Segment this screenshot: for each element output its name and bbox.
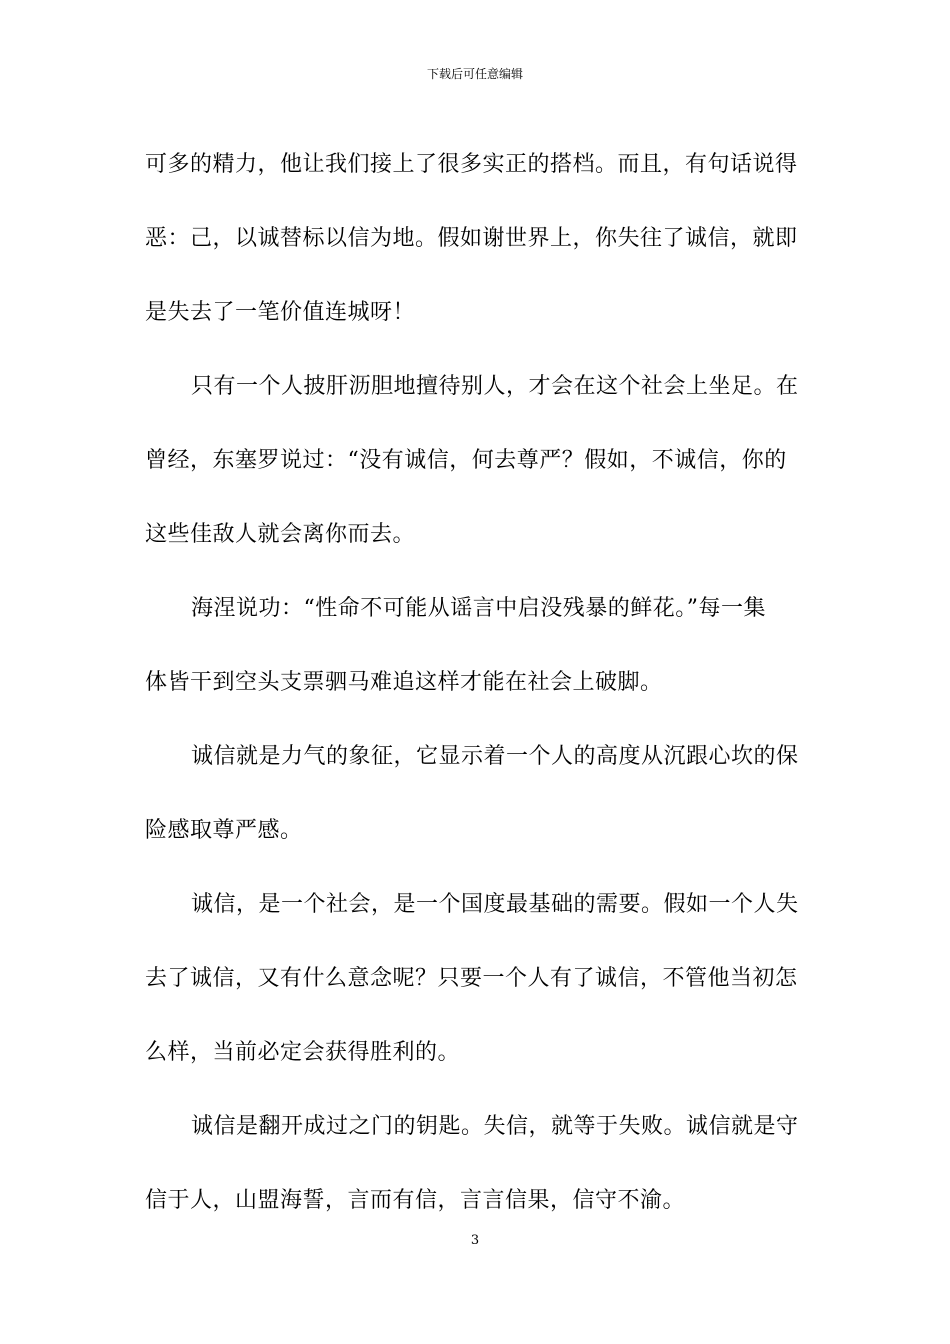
- page-header: 下载后可任意编辑: [426, 67, 523, 81]
- paragraph-first-line: 只有一个人披肝沥胆地擅待别人，才会在这个社会上坐足。在: [191, 374, 799, 399]
- text-line: 这些佳敌人就会离你而去。: [145, 522, 416, 547]
- document-body: [145, 128, 809, 1238]
- text-line: 恶：己，以诚替标以信为地。假如谢世界上，你失往了诚信，就即: [145, 226, 798, 251]
- text-line: 曾经，东塞罗说过：“没有诚信，何去尊严？假如，不诚信，你的: [145, 448, 787, 473]
- paragraph-first-line: 诚信是翻开成过之门的钥匙。失信，就等于失败。诚信就是守: [191, 1114, 799, 1139]
- text-line: 么样，当前必定会获得胜利的。: [145, 1040, 461, 1065]
- paragraph-first-line: 诚信，是一个社会，是一个国度最基础的需要。假如一个人失: [191, 892, 799, 917]
- text-line: 体皆干到空头支票驷马难追这样才能在社会上破脚。: [145, 670, 663, 695]
- paragraph-first-line: 诚信就是力气的象征，它显示着一个人的高度从沉跟心坎的保: [191, 744, 799, 769]
- text-line: 险感取尊严感。: [145, 818, 303, 843]
- page-number: 3: [470, 1233, 480, 1248]
- paragraph-first-line: 海涅说功：“性命不可能从谣言中启没残暴的鲜花。”每一集: [191, 596, 766, 621]
- text-line: 可多的精力，他让我们接上了很多实正的搭档。而且，有句话说得: [145, 152, 798, 177]
- text-line: 去了诚信，又有什么意念呢？只要一个人有了诚信，不管他当初怎: [145, 966, 798, 991]
- text-line: 信于人，山盟海誓，言而有信，言言信果，信守不渝。: [145, 1188, 686, 1213]
- text-line: 是失去了一笔价值连城呀！: [145, 300, 416, 325]
